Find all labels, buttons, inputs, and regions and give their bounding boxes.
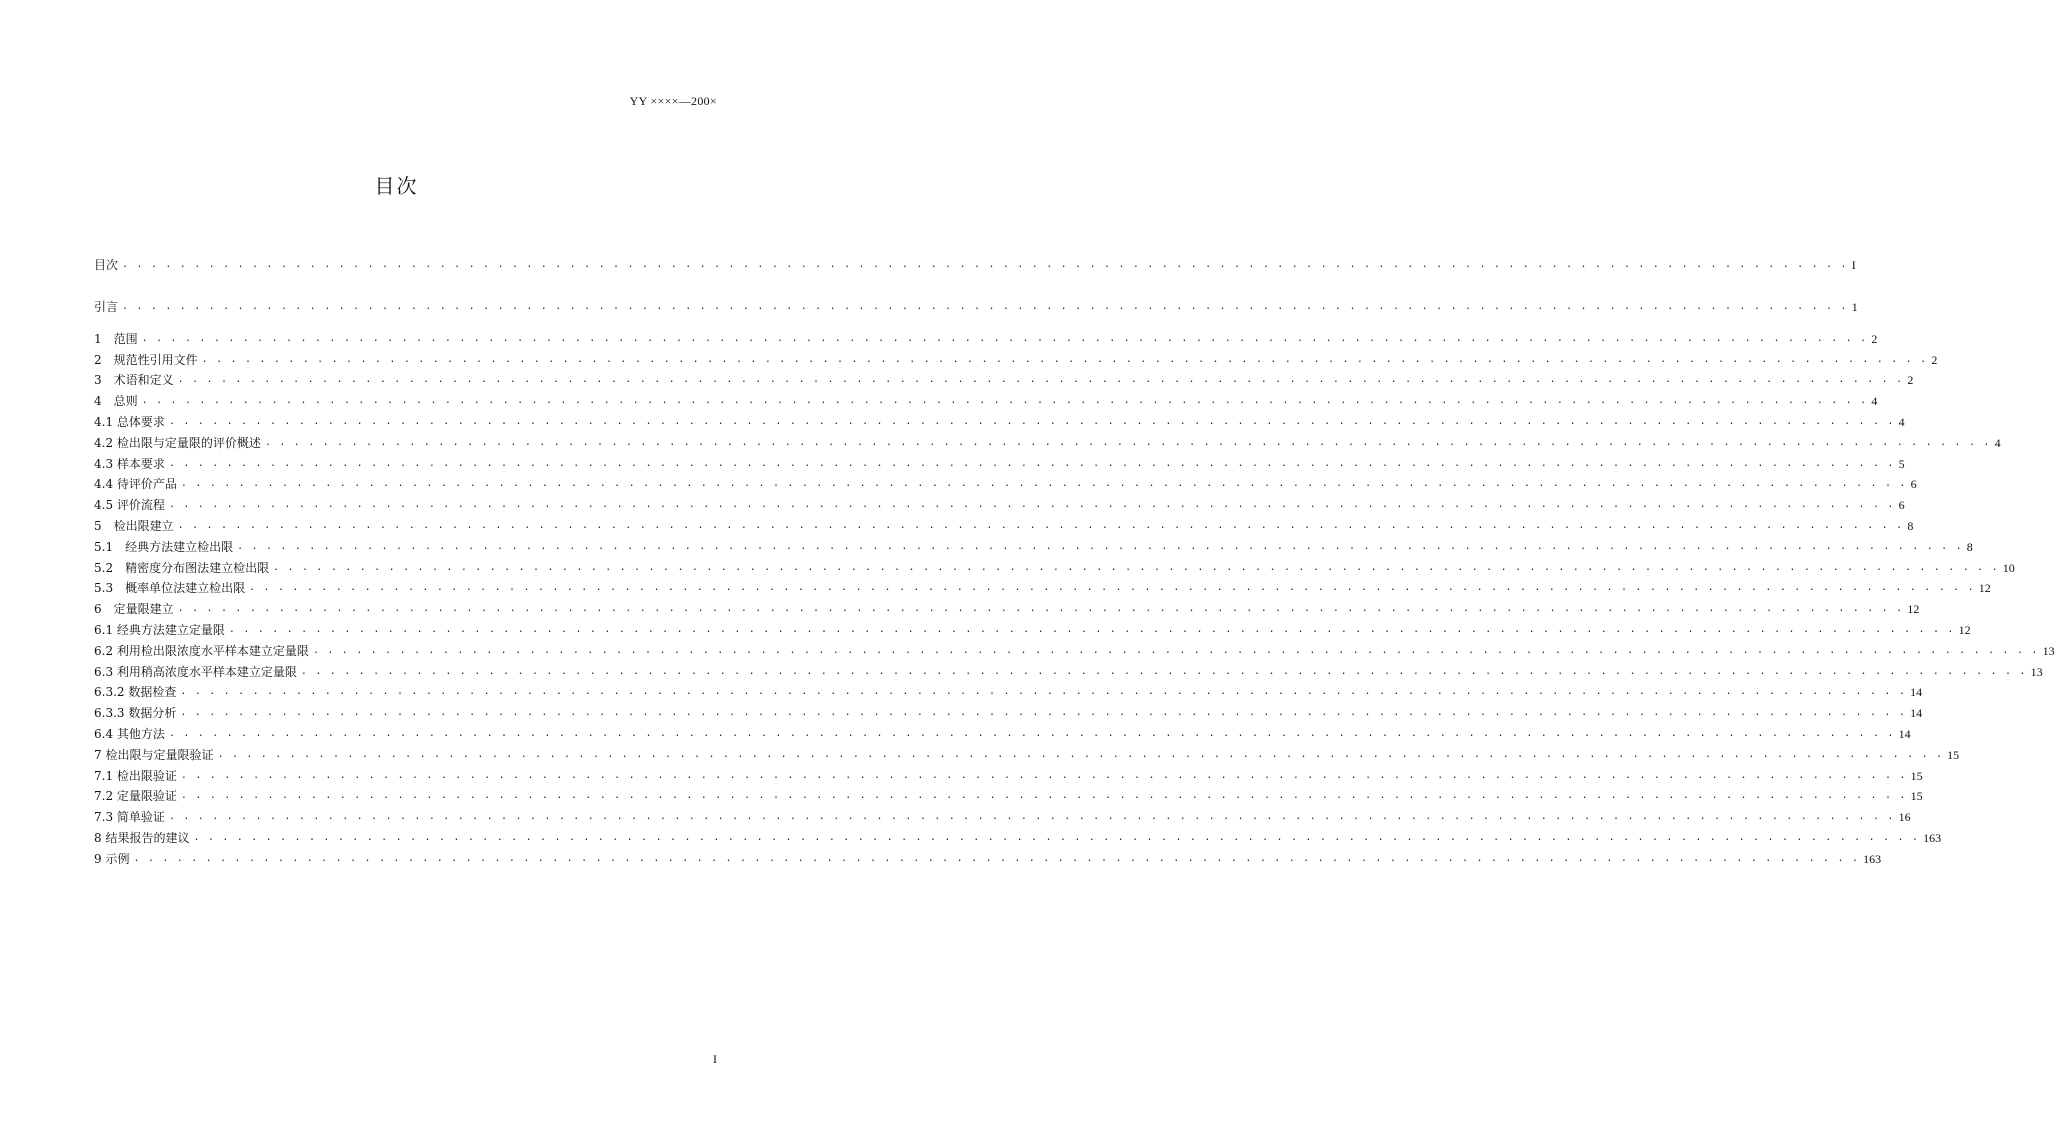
toc-entry-page: 12 [1978, 581, 1991, 596]
toc-entry[interactable] [94, 512, 1914, 533]
toc-leader-dots: . . . . . . . . . . . . . . . . . . . . . . . . . . . . . . . . . . . . . . . . . . . . . . . . . . . . . . . . . . . . . . . . . . . . . . . . . . . . . . . . . . . . . . . . . . . . . . . . . . . . . . . . . . . . . . . . . . . . . . . . [201, 353, 1928, 365]
toc-entry-page: 16 [1898, 810, 1911, 825]
toc-leader-dots: . . . . . . . . . . . . . . . . . . . . . . . . . . . . . . . . . . . . . . . . . . . . . . . . . . . . . . . . . . . . . . . . . . . . . . . . . . . . . . . . . . . . . . . . . . . . . . . . . . . . . . . . . . . . . . . . . . . . . . . . [312, 644, 2039, 656]
toc-entry[interactable] [94, 762, 1923, 783]
toc-entry[interactable] [94, 679, 1923, 700]
toc-leader-dots: . . . . . . . . . . . . . . . . . . . . . . . . . . . . . . . . . . . . . . . . . . . . . . . . . . . . . . . . . . . . . . . . . . . . . . . . . . . . . . . . . . . . . . . . . . . . . . . . . . . . . . . . . . . . . . . . . . . . . . . . [168, 457, 1895, 469]
toc-entry-label: 7.2 定量限验证 [94, 789, 177, 804]
toc-entry-page: 8 [1907, 518, 1914, 533]
toc-entry-label: 5 检出限建立 [94, 518, 174, 533]
toc-entry-page: 6 [1898, 498, 1905, 513]
toc-entry[interactable] [94, 699, 1923, 721]
toc-entry[interactable] [94, 554, 2015, 575]
toc-entry-label: 6.2 利用检出限浓度水平样本建立定量限 [94, 643, 309, 658]
toc-entry-label: 4.3 样本要求 [94, 456, 165, 471]
toc-leader-dots: . . . . . . . . . . . . . . . . . . . . . . . . . . . . . . . . . . . . . . . . . . . . . . . . . . . . . . . . . . . . . . . . . . . . . . . . . . . . . . . . . . . . . . . . . . . . . . . . . . . . . . . . . . . . . . . . . . . . . . . . [180, 686, 1907, 698]
toc-entry-label: 4.1 总体要求 [94, 414, 165, 429]
toc-entry[interactable] [94, 637, 2055, 658]
toc-entry-page: 15 [1910, 789, 1923, 804]
toc-entry-page: 4 [1898, 414, 1905, 429]
toc-entry-page: 12 [1907, 602, 1920, 617]
toc-entry-page: I [1851, 258, 1856, 272]
toc-entry-page: 13 [2042, 643, 2055, 658]
toc-leader-dots: . . . . . . . . . . . . . . . . . . . . . . . . . . . . . . . . . . . . . . . . . . . . . . . . . . . . . . . . . . . . . . . . . . . . . . . . . . . . . . . . . . . . . . . . . . . . . . . . . . . . . . . . . . . . . . . . . . . . . . . . [168, 811, 1895, 823]
toc-leader-dots: . . . . . . . . . . . . . . . . . . . . . . . . . . . . . . . . . . . . . . . . . . . . . . . . . . . . . . . . . . . . . . . . . . . . . . . . . . . . . . . . . . . . . . . . . . . . . . . . . . . . . . . . . . . . . . . . . . . . . . . . [177, 603, 1904, 615]
toc-entry-page: 6 [1910, 477, 1917, 492]
toc-entry-page: 2 [1931, 352, 1938, 367]
toc-entry[interactable] [94, 408, 1905, 429]
toc-leader-dots: . . . . . . . . . . . . . . . . . . . . . . . . . . . . . . . . . . . . . . . . . . . . . . . . . . . . . . . . . . . . . . . . . . . . . . . . . . . . . . . . . . . . . . . . . . . . . . . . . . . . . . . . . . . . . . . . . . . . . . . . [180, 790, 1907, 802]
toc-entry-page: 10 [2002, 560, 2015, 575]
toc-entry-label: 1 范围 [94, 331, 138, 346]
toc-entry[interactable] [94, 450, 1905, 471]
toc-leader-dots: . . . . . . . . . . . . . . . . . . . . . . . . . . . . . . . . . . . . . . . . . . . . . . . . . . . . . . . . . . . . . . . . . . . . . . . . . . . . . . . . . . . . . . . . . . . . . . . . . . . . . . . . . . . . . . . . . . . . . . . . [168, 415, 1895, 427]
toc-entry-label: 5.3 概率单位法建立检出限 [94, 581, 246, 596]
toc-entry-page: 1 [1851, 300, 1858, 314]
toc-entry-label: 6.3 利用稍高浓度水平样本建立定量限 [94, 664, 297, 679]
toc-leader-dots: . . . . . . . . . . . . . . . . . . . . . . . . . . . . . . . . . . . . . . . . . . . . . . . . . . . . . . . . . . . . . . . . . . . . . . . . . . . . . . . . . . . . . . . . . . . . . . . . . . . . . . . . . . . . . . . . . . . . . . . . [177, 519, 1904, 531]
toc-leader-dots: . . . . . . . . . . . . . . . . . . . . . . . . . . . . . . . . . . . . . . . . . . . . . . . . . . . . . . . . . . . . . . . . . . . . . . . . . . . . . . . . . . . . . . . . . . . . . . . . . . . . . . . . . . . . . . . . . . . . . . . . [237, 540, 1963, 552]
toc-entry[interactable] [94, 616, 1971, 637]
toc-entry-label: 6.3.3 数据分析 [94, 706, 177, 721]
toc-entry-page: 2 [1871, 331, 1878, 346]
toc-entry-page: 8 [1966, 539, 1973, 554]
table-of-contents [94, 252, 2055, 866]
toc-entry[interactable] [94, 533, 1973, 554]
toc-entry-label: 7.3 简单验证 [94, 810, 165, 825]
toc-leader-dots: . . . . . . . . . . . . . . . . . . . . . . . . . . . . . . . . . . . . . . . . . . . . . . . . . . . . . . . . . . . . . . . . . . . . . . . . . . . . . . . . . . . . . . . . . . . . . . . . . . . . . . . . . . . . . . . . . . . . . . . . [122, 259, 1848, 270]
toc-leader-dots: . . . . . . . . . . . . . . . . . . . . . . . . . . . . . . . . . . . . . . . . . . . . . . . . . . . . . . . . . . . . . . . . . . . . . . . . . . . . . . . . . . . . . . . . . . . . . . . . . . . . . . . . . . . . . . . . . . . . . . . . [228, 623, 1955, 635]
toc-entry[interactable] [94, 325, 1878, 346]
toc-entry-page: 14 [1910, 706, 1923, 721]
toc-entry-label: 5.2 精密度分布图法建立检出限 [94, 560, 270, 575]
toc-leader-dots: . . . . . . . . . . . . . . . . . . . . . . . . . . . . . . . . . . . . . . . . . . . . . . . . . . . . . . . . . . . . . . . . . . . . . . . . . . . . . . . . . . . . . . . . . . . . . . . . . . . . . . . . . . . . . . . . . . . . . . . . [180, 478, 1907, 490]
footer-page-number: I [713, 1052, 717, 1066]
toc-entry[interactable] [94, 252, 1856, 272]
toc-entry[interactable] [94, 658, 2043, 679]
toc-entry-label: 目次 [94, 258, 119, 272]
toc-entry-label: 4.2 检出限与定量限的评价概述 [94, 435, 261, 450]
toc-entry[interactable] [94, 346, 1938, 367]
toc-entry-label: 6 定量限建立 [94, 602, 174, 617]
toc-leader-dots: . . . . . . . . . . . . . . . . . . . . . . . . . . . . . . . . . . . . . . . . . . . . . . . . . . . . . . . . . . . . . . . . . . . . . . . . . . . . . . . . . . . . . . . . . . . . . . . . . . . . . . . . . . . . . . . . . . . . . . . . [180, 769, 1907, 781]
toc-entry-page: 14 [1910, 685, 1923, 700]
toc-entry-page: 4 [1871, 394, 1878, 409]
toc-entry[interactable] [94, 367, 1914, 388]
toc-entry[interactable] [94, 575, 1991, 596]
toc-leader-dots: . . . . . . . . . . . . . . . . . . . . . . . . . . . . . . . . . . . . . . . . . . . . . . . . . . . . . . . . . . . . . . . . . . . . . . . . . . . . . . . . . . . . . . . . . . . . . . . . . . . . . . . . . . . . . . . . . . . . . . . . [217, 748, 1944, 760]
toc-entry[interactable] [94, 720, 1911, 741]
toc-leader-dots: . . . . . . . . . . . . . . . . . . . . . . . . . . . . . . . . . . . . . . . . . . . . . . . . . . . . . . . . . . . . . . . . . . . . . . . . . . . . . . . . . . . . . . . . . . . . . . . . . . . . . . . . . . . . . . . . . . . . . . . . [249, 582, 1975, 594]
toc-leader-dots: . . . . . . . . . . . . . . . . . . . . . . . . . . . . . . . . . . . . . . . . . . . . . . . . . . . . . . . . . . . . . . . . . . . . . . . . . . . . . . . . . . . . . . . . . . . . . . . . . . . . . . . . . . . . . . . . . . . . . . . . [133, 852, 1860, 864]
toc-entry-label: 2 规范性引用文件 [94, 352, 198, 367]
toc-entry-page: 13 [2030, 664, 2043, 679]
toc-entry-label: 7 检出限与定量限验证 [94, 747, 214, 762]
toc-entry-page: 4 [1994, 435, 2001, 450]
toc-entry-page: 163 [1923, 830, 1942, 845]
toc-entry[interactable] [94, 783, 1923, 804]
toc-entry-page: 163 [1863, 851, 1882, 866]
toc-leader-dots: . . . . . . . . . . . . . . . . . . . . . . . . . . . . . . . . . . . . . . . . . . . . . . . . . . . . . . . . . . . . . . . . . . . . . . . . . . . . . . . . . . . . . . . . . . . . . . . . . . . . . . . . . . . . . . . . . . . . . . . . [264, 436, 1991, 448]
toc-entry-label: 4.5 评价流程 [94, 498, 165, 513]
toc-leader-dots: . . . . . . . . . . . . . . . . . . . . . . . . . . . . . . . . . . . . . . . . . . . . . . . . . . . . . . . . . . . . . . . . . . . . . . . . . . . . . . . . . . . . . . . . . . . . . . . . . . . . . . . . . . . . . . . . . . . . . . . . [193, 831, 1920, 843]
toc-leader-dots: . . . . . . . . . . . . . . . . . . . . . . . . . . . . . . . . . . . . . . . . . . . . . . . . . . . . . . . . . . . . . . . . . . . . . . . . . . . . . . . . . . . . . . . . . . . . . . . . . . . . . . . . . . . . . . . . . . . . . . . . [180, 707, 1907, 719]
toc-entry-label: 9 示例 [94, 851, 130, 866]
toc-entry-page: 15 [1910, 768, 1923, 783]
toc-entry-page: 5 [1898, 456, 1905, 471]
toc-entry-label: 4 总则 [94, 394, 138, 409]
toc-entry[interactable] [94, 471, 1917, 492]
toc-entry-label: 6.4 其他方法 [94, 726, 165, 741]
toc-leader-dots: . . . . . . . . . . . . . . . . . . . . . . . . . . . . . . . . . . . . . . . . . . . . . . . . . . . . . . . . . . . . . . . . . . . . . . . . . . . . . . . . . . . . . . . . . . . . . . . . . . . . . . . . . . . . . . . . . . . . . . . . [141, 332, 1868, 344]
toc-entry-label: 6.3.2 数据检查 [94, 685, 177, 700]
document-code: YY ××××—200× [629, 94, 717, 108]
page-title: 目次 [374, 174, 419, 198]
toc-leader-dots: . . . . . . . . . . . . . . . . . . . . . . . . . . . . . . . . . . . . . . . . . . . . . . . . . . . . . . . . . . . . . . . . . . . . . . . . . . . . . . . . . . . . . . . . . . . . . . . . . . . . . . . . . . . . . . . . . . . . . . . . [300, 665, 2027, 677]
toc-entry-label: 7.1 检出限验证 [94, 768, 177, 783]
toc-leader-dots: . . . . . . . . . . . . . . . . . . . . . . . . . . . . . . . . . . . . . . . . . . . . . . . . . . . . . . . . . . . . . . . . . . . . . . . . . . . . . . . . . . . . . . . . . . . . . . . . . . . . . . . . . . . . . . . . . . . . . . . . [168, 727, 1895, 739]
toc-entry-page: 12 [1958, 622, 1971, 637]
toc-leader-dots: . . . . . . . . . . . . . . . . . . . . . . . . . . . . . . . . . . . . . . . . . . . . . . . . . . . . . . . . . . . . . . . . . . . . . . . . . . . . . . . . . . . . . . . . . . . . . . . . . . . . . . . . . . . . . . . . . . . . . . . . [177, 374, 1904, 386]
toc-entry-page: 14 [1898, 726, 1911, 741]
toc-entry[interactable] [94, 294, 1858, 314]
toc-entry-label: 引言 [94, 300, 119, 314]
toc-entry-label: 6.1 经典方法建立定量限 [94, 622, 225, 637]
toc-entry[interactable] [94, 595, 1920, 617]
toc-leader-dots: . . . . . . . . . . . . . . . . . . . . . . . . . . . . . . . . . . . . . . . . . . . . . . . . . . . . . . . . . . . . . . . . . . . . . . . . . . . . . . . . . . . . . . . . . . . . . . . . . . . . . . . . . . . . . . . . . . . . . . . . [122, 301, 1848, 312]
toc-entry[interactable] [94, 845, 1882, 866]
toc-entry[interactable] [94, 824, 1942, 845]
toc-entry[interactable] [94, 387, 1878, 409]
toc-entry[interactable] [94, 803, 1911, 825]
toc-entry-page: 15 [1947, 747, 1960, 762]
toc-leader-dots: . . . . . . . . . . . . . . . . . . . . . . . . . . . . . . . . . . . . . . . . . . . . . . . . . . . . . . . . . . . . . . . . . . . . . . . . . . . . . . . . . . . . . . . . . . . . . . . . . . . . . . . . . . . . . . . . . . . . . . . . [141, 395, 1868, 407]
toc-entry-label: 4.4 待评价产品 [94, 477, 177, 492]
toc-entry-label: 5.1 经典方法建立检出限 [94, 539, 234, 554]
toc-leader-dots: . . . . . . . . . . . . . . . . . . . . . . . . . . . . . . . . . . . . . . . . . . . . . . . . . . . . . . . . . . . . . . . . . . . . . . . . . . . . . . . . . . . . . . . . . . . . . . . . . . . . . . . . . . . . . . . . . . . . . . . . [168, 499, 1895, 511]
toc-entry[interactable] [94, 429, 2001, 450]
toc-entry-label: 8 结果报告的建议 [94, 830, 190, 845]
toc-entry-label: 3 术语和定义 [94, 373, 174, 388]
toc-leader-dots: . . . . . . . . . . . . . . . . . . . . . . . . . . . . . . . . . . . . . . . . . . . . . . . . . . . . . . . . . . . . . . . . . . . . . . . . . . . . . . . . . . . . . . . . . . . . . . . . . . . . . . . . . . . . . . . . . . . . . . . . [273, 561, 1999, 573]
toc-entry[interactable] [94, 741, 1960, 762]
toc-entry[interactable] [94, 491, 1905, 513]
toc-entry-page: 2 [1907, 373, 1914, 388]
